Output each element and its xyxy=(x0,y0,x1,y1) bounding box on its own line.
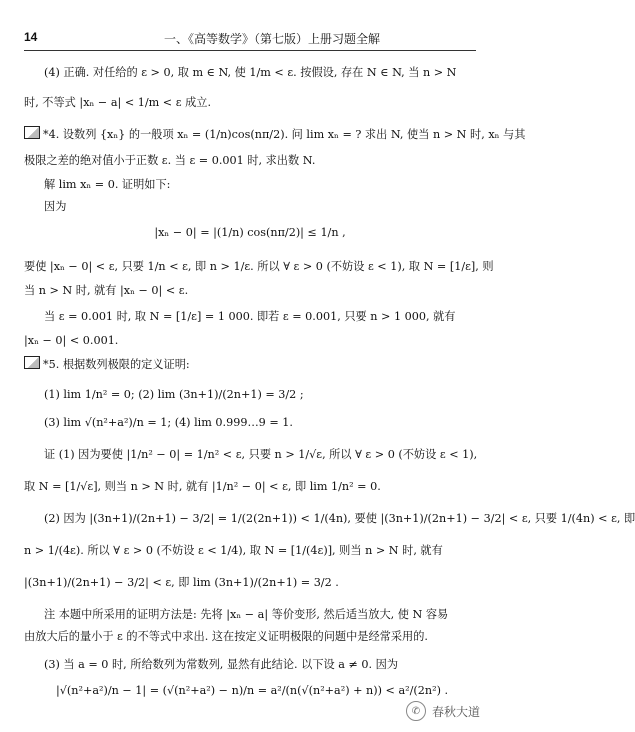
wechat-logo-icon: ✆ xyxy=(406,701,426,721)
text-line: 解 lim xₙ = 0. 证明如下: xyxy=(44,178,171,191)
equation-line: |xₙ − 0| = |(1/n) cos(nπ/2)| ≤ 1/n , xyxy=(154,226,346,239)
text-line: (1) lim 1/n² = 0; (2) lim (3n+1)/(2n+1) = 3/2 ; xyxy=(44,388,304,401)
note-line: 由放大后的量小于 ε 的不等式中求出. 这在按定义证明极限的问题中是经常采用的. xyxy=(24,630,428,643)
text-line: 当 n > N 时, 就有 |xₙ − 0| < ε. xyxy=(24,284,189,297)
problem-marker-icon xyxy=(24,126,40,139)
text-line: 证 (1) 因为要使 |1/n² − 0| = 1/n² < ε, 只要 n > 1/√ε, 所以 ∀ ε > 0 (不妨设 ε < 1), xyxy=(44,448,478,461)
text-line: |(3n+1)/(2n+1) − 3/2| < ε, 即 lim (3n+1)/(2n+1) = 3/2 . xyxy=(24,576,339,589)
watermark xyxy=(406,700,480,722)
text-line: n > 1/(4ε). 所以 ∀ ε > 0 (不妨设 ε < 1/4), 取 N = [1/(4ε)], 则当 n > N 时, 就有 xyxy=(24,544,443,557)
running-title: 一、《高等数学》（第七版）上册习题全解 xyxy=(164,32,381,46)
text-line: (3) lim √(n²+a²)/n = 1; (4) lim 0.999…9 = 1. xyxy=(44,416,293,429)
text-line: 极限之差的绝对值小于正数 ε. 当 ε = 0.001 时, 求出数 N. xyxy=(24,154,316,167)
text-line: 时, 不等式 |xₙ − a| < 1/m < ε 成立. xyxy=(24,96,212,109)
text-line: (3) 当 a = 0 时, 所给数列为常数列, 显然有此结论. 以下设 a ≠ 0. 因为 xyxy=(44,658,399,671)
note-line: 注 本题中所采用的证明方法是: 先将 |xₙ − a| 等价变形, 然后适当放大, 使 N 容易 xyxy=(44,608,449,621)
text-line: *5. 根据数列极限的定义证明: xyxy=(43,358,190,371)
text-line: |xₙ − 0| < 0.001. xyxy=(24,334,119,347)
problem-marker-icon xyxy=(24,356,40,369)
text-line: (2) 因为 |(3n+1)/(2n+1) − 3/2| = 1/(2(2n+1)) < 1/(4n), 要使 |(3n+1)/(2n+1) − 3/2| < ε, 只要 1/(4n) < ε, 即 xyxy=(44,512,635,525)
text-line: (4) 正确. 对任给的 ε > 0, 取 m ∈ N, 使 1/m < ε. 按假设, 存在 N ∈ N, 当 n > N xyxy=(44,66,457,79)
watermark-text: 春秋大道 xyxy=(431,704,480,719)
text-line: *4. 设数列 {xₙ} 的一般项 xₙ = (1/n)cos(nπ/2). 问 lim xₙ = ? 求出 N, 使当 n > N 时, xₙ 与其 xyxy=(43,128,526,141)
problem-5-line xyxy=(24,356,482,374)
page-header xyxy=(24,28,476,48)
text-line: 因为 xyxy=(44,200,67,213)
text-line: 当 ε = 0.001 时, 取 N = [1/ε] = 1 000. 即若 ε = 0.001, 只要 n > 1 000, 就有 xyxy=(44,310,456,323)
text-line: 取 N = [1/√ε], 则当 n > N 时, 就有 |1/n² − 0| < ε, 即 lim 1/n² = 0. xyxy=(24,480,381,493)
header-rule xyxy=(24,50,476,51)
equation-line: |√(n²+a²)/n − 1| = (√(n²+a²) − n)/n = a²/(n(√(n²+a²) + n)) < a²/(2n²) . xyxy=(56,684,449,697)
page-number: 14 xyxy=(24,30,38,44)
problem-4-line xyxy=(24,126,526,144)
text-line: 要使 |xₙ − 0| < ε, 只要 1/n < ε, 即 n > 1/ε. 所以 ∀ ε > 0 (不妨设 ε < 1), 取 N = [1/ε], 则 xyxy=(24,260,494,273)
